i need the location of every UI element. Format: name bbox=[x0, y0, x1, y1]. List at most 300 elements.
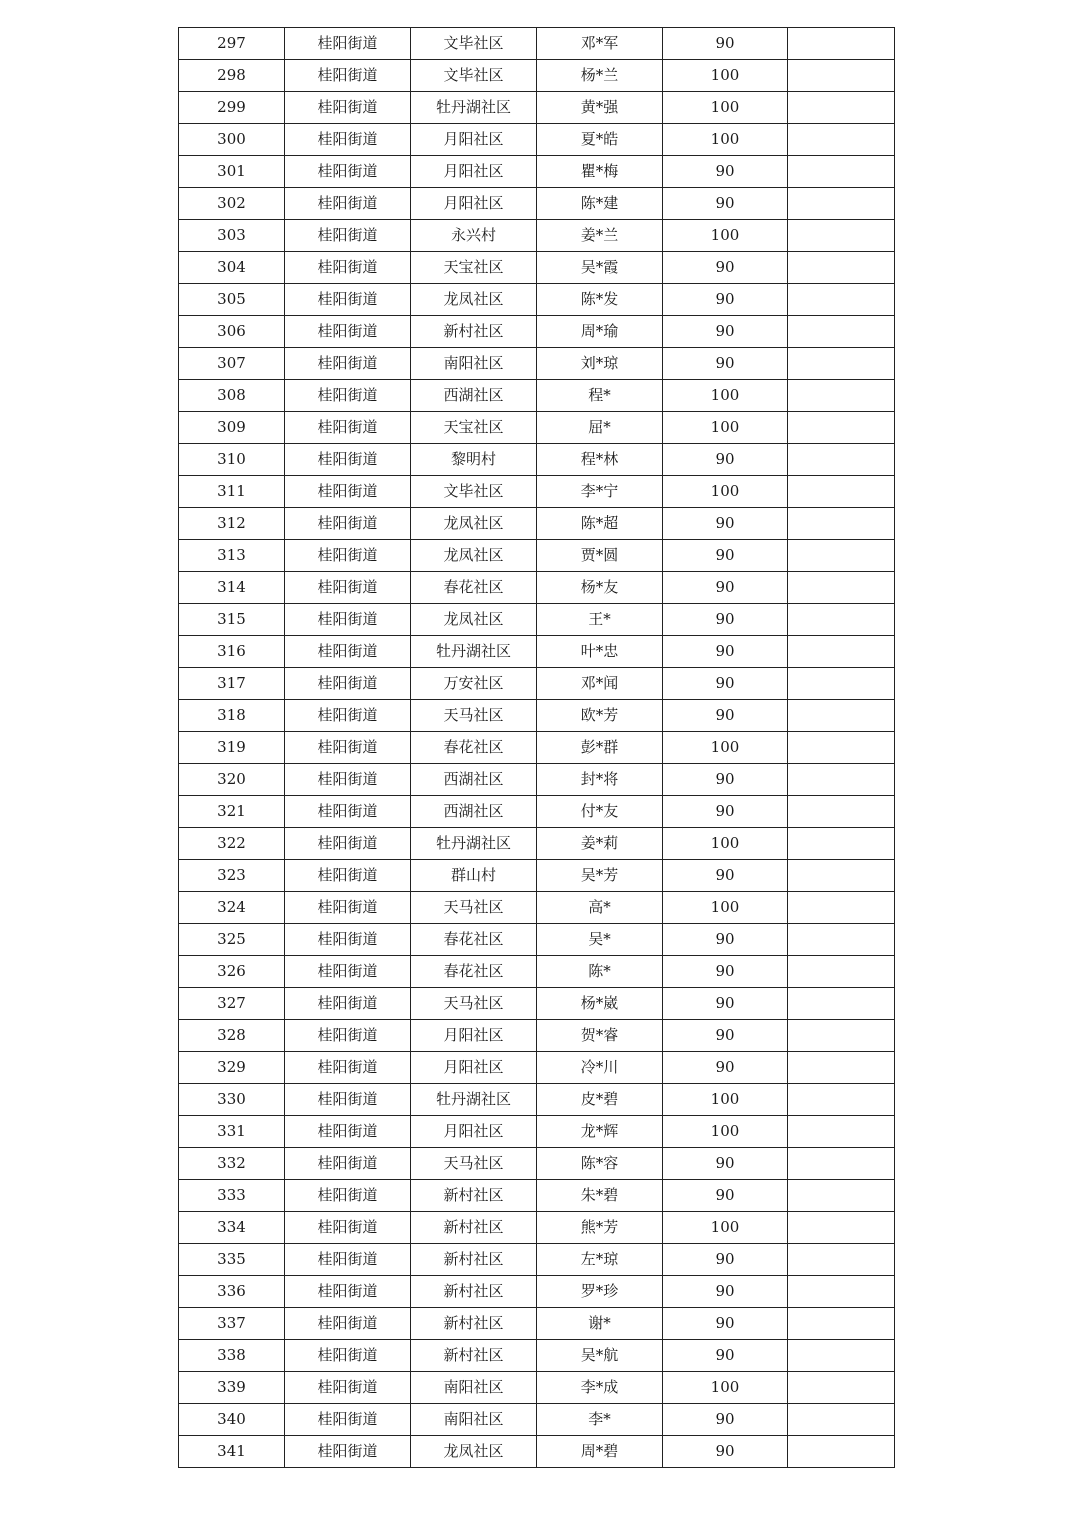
amount-cell: 100 bbox=[663, 1212, 788, 1244]
community-cell: 新村社区 bbox=[411, 1308, 537, 1340]
community-cell: 南阳社区 bbox=[411, 348, 537, 380]
name-cell: 邓*闻 bbox=[537, 668, 663, 700]
remark-cell bbox=[788, 1116, 895, 1148]
table-row bbox=[179, 28, 895, 60]
street-cell: 桂阳街道 bbox=[285, 1148, 411, 1180]
community-cell: 月阳社区 bbox=[411, 124, 537, 156]
community-cell: 永兴村 bbox=[411, 220, 537, 252]
street-cell: 桂阳街道 bbox=[285, 188, 411, 220]
street-cell: 桂阳街道 bbox=[285, 28, 411, 60]
community-cell: 月阳社区 bbox=[411, 1020, 537, 1052]
serial-number-cell: 325 bbox=[179, 924, 285, 956]
name-cell: 付*友 bbox=[537, 796, 663, 828]
amount-cell: 90 bbox=[663, 1148, 788, 1180]
name-cell: 朱*碧 bbox=[537, 1180, 663, 1212]
serial-number-cell: 297 bbox=[179, 28, 285, 60]
name-cell: 程* bbox=[537, 380, 663, 412]
serial-number-cell: 333 bbox=[179, 1180, 285, 1212]
remark-cell bbox=[788, 1372, 895, 1404]
serial-number-cell: 321 bbox=[179, 796, 285, 828]
serial-number-cell: 324 bbox=[179, 892, 285, 924]
community-cell: 月阳社区 bbox=[411, 1052, 537, 1084]
amount-cell: 90 bbox=[663, 1244, 788, 1276]
street-cell: 桂阳街道 bbox=[285, 60, 411, 92]
name-cell: 吴*航 bbox=[537, 1340, 663, 1372]
serial-number-cell: 328 bbox=[179, 1020, 285, 1052]
table-row bbox=[179, 764, 895, 796]
name-cell: 贺*睿 bbox=[537, 1020, 663, 1052]
remark-cell bbox=[788, 988, 895, 1020]
amount-cell: 90 bbox=[663, 924, 788, 956]
street-cell: 桂阳街道 bbox=[285, 1436, 411, 1468]
street-cell: 桂阳街道 bbox=[285, 412, 411, 444]
community-cell: 龙凤社区 bbox=[411, 508, 537, 540]
street-cell: 桂阳街道 bbox=[285, 572, 411, 604]
table-row bbox=[179, 1404, 895, 1436]
remark-cell bbox=[788, 348, 895, 380]
amount-cell: 100 bbox=[663, 124, 788, 156]
community-cell: 天马社区 bbox=[411, 988, 537, 1020]
serial-number-cell: 322 bbox=[179, 828, 285, 860]
community-cell: 龙凤社区 bbox=[411, 540, 537, 572]
table-row bbox=[179, 636, 895, 668]
name-cell: 瞿*梅 bbox=[537, 156, 663, 188]
serial-number-cell: 341 bbox=[179, 1436, 285, 1468]
table-row bbox=[179, 1340, 895, 1372]
community-cell: 群山村 bbox=[411, 860, 537, 892]
remark-cell bbox=[788, 636, 895, 668]
serial-number-cell: 308 bbox=[179, 380, 285, 412]
remark-cell bbox=[788, 1212, 895, 1244]
serial-number-cell: 339 bbox=[179, 1372, 285, 1404]
community-cell: 西湖社区 bbox=[411, 764, 537, 796]
table-row bbox=[179, 348, 895, 380]
table-row bbox=[179, 956, 895, 988]
table-row bbox=[179, 60, 895, 92]
name-cell: 周*瑜 bbox=[537, 316, 663, 348]
street-cell: 桂阳街道 bbox=[285, 348, 411, 380]
street-cell: 桂阳街道 bbox=[285, 1180, 411, 1212]
table-row bbox=[179, 1052, 895, 1084]
amount-cell: 90 bbox=[663, 1180, 788, 1212]
amount-cell: 100 bbox=[663, 892, 788, 924]
remark-cell bbox=[788, 28, 895, 60]
street-cell: 桂阳街道 bbox=[285, 1116, 411, 1148]
remark-cell bbox=[788, 188, 895, 220]
remark-cell bbox=[788, 572, 895, 604]
remark-cell bbox=[788, 92, 895, 124]
serial-number-cell: 315 bbox=[179, 604, 285, 636]
table-row bbox=[179, 732, 895, 764]
remark-cell bbox=[788, 476, 895, 508]
amount-cell: 90 bbox=[663, 764, 788, 796]
serial-number-cell: 338 bbox=[179, 1340, 285, 1372]
amount-cell: 90 bbox=[663, 988, 788, 1020]
name-cell: 冷*川 bbox=[537, 1052, 663, 1084]
name-cell: 吴* bbox=[537, 924, 663, 956]
street-cell: 桂阳街道 bbox=[285, 700, 411, 732]
serial-number-cell: 330 bbox=[179, 1084, 285, 1116]
street-cell: 桂阳街道 bbox=[285, 668, 411, 700]
community-cell: 天马社区 bbox=[411, 892, 537, 924]
amount-cell: 90 bbox=[663, 1340, 788, 1372]
amount-cell: 90 bbox=[663, 1436, 788, 1468]
community-cell: 天马社区 bbox=[411, 700, 537, 732]
amount-cell: 90 bbox=[663, 1020, 788, 1052]
name-cell: 欧*芳 bbox=[537, 700, 663, 732]
street-cell: 桂阳街道 bbox=[285, 540, 411, 572]
street-cell: 桂阳街道 bbox=[285, 92, 411, 124]
name-cell: 龙*辉 bbox=[537, 1116, 663, 1148]
serial-number-cell: 317 bbox=[179, 668, 285, 700]
remark-cell bbox=[788, 892, 895, 924]
amount-cell: 100 bbox=[663, 60, 788, 92]
amount-cell: 90 bbox=[663, 284, 788, 316]
serial-number-cell: 327 bbox=[179, 988, 285, 1020]
amount-cell: 100 bbox=[663, 1372, 788, 1404]
name-cell: 吴*霞 bbox=[537, 252, 663, 284]
street-cell: 桂阳街道 bbox=[285, 892, 411, 924]
name-cell: 程*林 bbox=[537, 444, 663, 476]
amount-cell: 90 bbox=[663, 1308, 788, 1340]
community-cell: 新村社区 bbox=[411, 1276, 537, 1308]
table-row bbox=[179, 1084, 895, 1116]
remark-cell bbox=[788, 796, 895, 828]
amount-cell: 90 bbox=[663, 700, 788, 732]
amount-cell: 90 bbox=[663, 156, 788, 188]
table-row bbox=[179, 220, 895, 252]
table-row bbox=[179, 1212, 895, 1244]
amount-cell: 90 bbox=[663, 316, 788, 348]
community-cell: 龙凤社区 bbox=[411, 284, 537, 316]
table-body bbox=[179, 28, 895, 1468]
serial-number-cell: 304 bbox=[179, 252, 285, 284]
community-cell: 春花社区 bbox=[411, 732, 537, 764]
amount-cell: 100 bbox=[663, 828, 788, 860]
remark-cell bbox=[788, 1340, 895, 1372]
street-cell: 桂阳街道 bbox=[285, 252, 411, 284]
remark-cell bbox=[788, 828, 895, 860]
name-cell: 黄*强 bbox=[537, 92, 663, 124]
serial-number-cell: 302 bbox=[179, 188, 285, 220]
name-cell: 皮*碧 bbox=[537, 1084, 663, 1116]
remark-cell bbox=[788, 284, 895, 316]
serial-number-cell: 305 bbox=[179, 284, 285, 316]
community-cell: 月阳社区 bbox=[411, 1116, 537, 1148]
name-cell: 杨*兰 bbox=[537, 60, 663, 92]
street-cell: 桂阳街道 bbox=[285, 1020, 411, 1052]
street-cell: 桂阳街道 bbox=[285, 124, 411, 156]
serial-number-cell: 306 bbox=[179, 316, 285, 348]
amount-cell: 100 bbox=[663, 1084, 788, 1116]
remark-cell bbox=[788, 764, 895, 796]
name-cell: 叶*忠 bbox=[537, 636, 663, 668]
street-cell: 桂阳街道 bbox=[285, 508, 411, 540]
name-cell: 李*成 bbox=[537, 1372, 663, 1404]
street-cell: 桂阳街道 bbox=[285, 1244, 411, 1276]
remark-cell bbox=[788, 60, 895, 92]
serial-number-cell: 307 bbox=[179, 348, 285, 380]
serial-number-cell: 337 bbox=[179, 1308, 285, 1340]
amount-cell: 100 bbox=[663, 732, 788, 764]
street-cell: 桂阳街道 bbox=[285, 636, 411, 668]
community-cell: 文毕社区 bbox=[411, 476, 537, 508]
serial-number-cell: 310 bbox=[179, 444, 285, 476]
remark-cell bbox=[788, 316, 895, 348]
community-cell: 牡丹湖社区 bbox=[411, 828, 537, 860]
serial-number-cell: 298 bbox=[179, 60, 285, 92]
serial-number-cell: 336 bbox=[179, 1276, 285, 1308]
community-cell: 春花社区 bbox=[411, 956, 537, 988]
name-cell: 夏*皓 bbox=[537, 124, 663, 156]
serial-number-cell: 323 bbox=[179, 860, 285, 892]
name-cell: 屈* bbox=[537, 412, 663, 444]
serial-number-cell: 319 bbox=[179, 732, 285, 764]
table-row bbox=[179, 412, 895, 444]
street-cell: 桂阳街道 bbox=[285, 732, 411, 764]
table-row bbox=[179, 828, 895, 860]
community-cell: 南阳社区 bbox=[411, 1372, 537, 1404]
amount-cell: 90 bbox=[663, 1052, 788, 1084]
table-row bbox=[179, 1276, 895, 1308]
amount-cell: 90 bbox=[663, 348, 788, 380]
remark-cell bbox=[788, 124, 895, 156]
street-cell: 桂阳街道 bbox=[285, 1084, 411, 1116]
name-cell: 李*宁 bbox=[537, 476, 663, 508]
remark-cell bbox=[788, 540, 895, 572]
amount-cell: 90 bbox=[663, 604, 788, 636]
serial-number-cell: 303 bbox=[179, 220, 285, 252]
street-cell: 桂阳街道 bbox=[285, 1308, 411, 1340]
table-row bbox=[179, 92, 895, 124]
community-cell: 新村社区 bbox=[411, 316, 537, 348]
remark-cell bbox=[788, 1180, 895, 1212]
serial-number-cell: 334 bbox=[179, 1212, 285, 1244]
table-row bbox=[179, 316, 895, 348]
community-cell: 春花社区 bbox=[411, 572, 537, 604]
community-cell: 新村社区 bbox=[411, 1244, 537, 1276]
community-cell: 南阳社区 bbox=[411, 1404, 537, 1436]
table-row bbox=[179, 1372, 895, 1404]
street-cell: 桂阳街道 bbox=[285, 380, 411, 412]
street-cell: 桂阳街道 bbox=[285, 220, 411, 252]
remark-cell bbox=[788, 412, 895, 444]
table-row bbox=[179, 700, 895, 732]
name-cell: 刘*琼 bbox=[537, 348, 663, 380]
amount-cell: 90 bbox=[663, 1404, 788, 1436]
serial-number-cell: 340 bbox=[179, 1404, 285, 1436]
name-cell: 高* bbox=[537, 892, 663, 924]
amount-cell: 90 bbox=[663, 860, 788, 892]
community-cell: 牡丹湖社区 bbox=[411, 92, 537, 124]
street-cell: 桂阳街道 bbox=[285, 956, 411, 988]
remark-cell bbox=[788, 220, 895, 252]
street-cell: 桂阳街道 bbox=[285, 1212, 411, 1244]
name-cell: 罗*珍 bbox=[537, 1276, 663, 1308]
remark-cell bbox=[788, 924, 895, 956]
remark-cell bbox=[788, 668, 895, 700]
table-row bbox=[179, 508, 895, 540]
remark-cell bbox=[788, 1308, 895, 1340]
remark-cell bbox=[788, 956, 895, 988]
community-cell: 新村社区 bbox=[411, 1340, 537, 1372]
name-cell: 杨*友 bbox=[537, 572, 663, 604]
amount-cell: 100 bbox=[663, 92, 788, 124]
table-row bbox=[179, 1436, 895, 1468]
serial-number-cell: 318 bbox=[179, 700, 285, 732]
table-row bbox=[179, 540, 895, 572]
name-cell: 陈*建 bbox=[537, 188, 663, 220]
serial-number-cell: 320 bbox=[179, 764, 285, 796]
community-cell: 天宝社区 bbox=[411, 252, 537, 284]
amount-cell: 90 bbox=[663, 956, 788, 988]
table-row bbox=[179, 1148, 895, 1180]
name-cell: 陈*容 bbox=[537, 1148, 663, 1180]
remark-cell bbox=[788, 732, 895, 764]
table-row bbox=[179, 188, 895, 220]
table-row bbox=[179, 284, 895, 316]
amount-cell: 100 bbox=[663, 412, 788, 444]
remark-cell bbox=[788, 1084, 895, 1116]
street-cell: 桂阳街道 bbox=[285, 828, 411, 860]
community-cell: 天宝社区 bbox=[411, 412, 537, 444]
serial-number-cell: 326 bbox=[179, 956, 285, 988]
serial-number-cell: 332 bbox=[179, 1148, 285, 1180]
amount-cell: 90 bbox=[663, 540, 788, 572]
remark-cell bbox=[788, 604, 895, 636]
table-row bbox=[179, 988, 895, 1020]
table-row bbox=[179, 1244, 895, 1276]
name-cell: 陈*发 bbox=[537, 284, 663, 316]
table-row bbox=[179, 444, 895, 476]
table-row bbox=[179, 1180, 895, 1212]
amount-cell: 90 bbox=[663, 796, 788, 828]
street-cell: 桂阳街道 bbox=[285, 156, 411, 188]
amount-cell: 100 bbox=[663, 220, 788, 252]
community-cell: 文毕社区 bbox=[411, 28, 537, 60]
street-cell: 桂阳街道 bbox=[285, 604, 411, 636]
name-cell: 姜*兰 bbox=[537, 220, 663, 252]
remark-cell bbox=[788, 156, 895, 188]
table-row bbox=[179, 124, 895, 156]
remark-cell bbox=[788, 1244, 895, 1276]
amount-cell: 90 bbox=[663, 1276, 788, 1308]
table-row bbox=[179, 252, 895, 284]
community-cell: 月阳社区 bbox=[411, 188, 537, 220]
table-row bbox=[179, 1020, 895, 1052]
name-cell: 封*将 bbox=[537, 764, 663, 796]
name-cell: 左*琼 bbox=[537, 1244, 663, 1276]
street-cell: 桂阳街道 bbox=[285, 1372, 411, 1404]
street-cell: 桂阳街道 bbox=[285, 988, 411, 1020]
table-row bbox=[179, 604, 895, 636]
community-cell: 新村社区 bbox=[411, 1212, 537, 1244]
name-cell: 邓*军 bbox=[537, 28, 663, 60]
serial-number-cell: 329 bbox=[179, 1052, 285, 1084]
amount-cell: 90 bbox=[663, 668, 788, 700]
serial-number-cell: 316 bbox=[179, 636, 285, 668]
serial-number-cell: 312 bbox=[179, 508, 285, 540]
serial-number-cell: 314 bbox=[179, 572, 285, 604]
community-cell: 西湖社区 bbox=[411, 380, 537, 412]
amount-cell: 100 bbox=[663, 380, 788, 412]
community-cell: 牡丹湖社区 bbox=[411, 1084, 537, 1116]
remark-cell bbox=[788, 444, 895, 476]
table-row bbox=[179, 892, 895, 924]
remark-cell bbox=[788, 1148, 895, 1180]
street-cell: 桂阳街道 bbox=[285, 444, 411, 476]
amount-cell: 90 bbox=[663, 444, 788, 476]
community-cell: 春花社区 bbox=[411, 924, 537, 956]
amount-cell: 90 bbox=[663, 252, 788, 284]
name-cell: 贾*圆 bbox=[537, 540, 663, 572]
remark-cell bbox=[788, 1052, 895, 1084]
street-cell: 桂阳街道 bbox=[285, 284, 411, 316]
remark-cell bbox=[788, 1020, 895, 1052]
serial-number-cell: 309 bbox=[179, 412, 285, 444]
community-cell: 黎明村 bbox=[411, 444, 537, 476]
amount-cell: 100 bbox=[663, 1116, 788, 1148]
street-cell: 桂阳街道 bbox=[285, 1052, 411, 1084]
table-row bbox=[179, 156, 895, 188]
serial-number-cell: 331 bbox=[179, 1116, 285, 1148]
street-cell: 桂阳街道 bbox=[285, 1340, 411, 1372]
community-cell: 万安社区 bbox=[411, 668, 537, 700]
amount-cell: 100 bbox=[663, 476, 788, 508]
community-cell: 龙凤社区 bbox=[411, 1436, 537, 1468]
serial-number-cell: 299 bbox=[179, 92, 285, 124]
name-cell: 姜*莉 bbox=[537, 828, 663, 860]
name-cell: 陈* bbox=[537, 956, 663, 988]
remark-cell bbox=[788, 1404, 895, 1436]
table-row bbox=[179, 860, 895, 892]
serial-number-cell: 301 bbox=[179, 156, 285, 188]
street-cell: 桂阳街道 bbox=[285, 1276, 411, 1308]
name-cell: 彭*群 bbox=[537, 732, 663, 764]
remark-cell bbox=[788, 1276, 895, 1308]
community-cell: 新村社区 bbox=[411, 1180, 537, 1212]
remark-cell bbox=[788, 252, 895, 284]
community-cell: 西湖社区 bbox=[411, 796, 537, 828]
street-cell: 桂阳街道 bbox=[285, 1404, 411, 1436]
table-row bbox=[179, 572, 895, 604]
name-cell: 周*碧 bbox=[537, 1436, 663, 1468]
table-row bbox=[179, 668, 895, 700]
remark-cell bbox=[788, 1436, 895, 1468]
table-row bbox=[179, 924, 895, 956]
remark-cell bbox=[788, 860, 895, 892]
serial-number-cell: 335 bbox=[179, 1244, 285, 1276]
street-cell: 桂阳街道 bbox=[285, 796, 411, 828]
table-row bbox=[179, 476, 895, 508]
name-cell: 王* bbox=[537, 604, 663, 636]
community-cell: 文毕社区 bbox=[411, 60, 537, 92]
subsidy-roster-table bbox=[178, 27, 895, 1468]
amount-cell: 90 bbox=[663, 572, 788, 604]
name-cell: 谢* bbox=[537, 1308, 663, 1340]
amount-cell: 90 bbox=[663, 636, 788, 668]
community-cell: 月阳社区 bbox=[411, 156, 537, 188]
amount-cell: 90 bbox=[663, 28, 788, 60]
community-cell: 龙凤社区 bbox=[411, 604, 537, 636]
street-cell: 桂阳街道 bbox=[285, 316, 411, 348]
name-cell: 杨*崴 bbox=[537, 988, 663, 1020]
community-cell: 牡丹湖社区 bbox=[411, 636, 537, 668]
street-cell: 桂阳街道 bbox=[285, 476, 411, 508]
amount-cell: 90 bbox=[663, 188, 788, 220]
serial-number-cell: 311 bbox=[179, 476, 285, 508]
street-cell: 桂阳街道 bbox=[285, 764, 411, 796]
